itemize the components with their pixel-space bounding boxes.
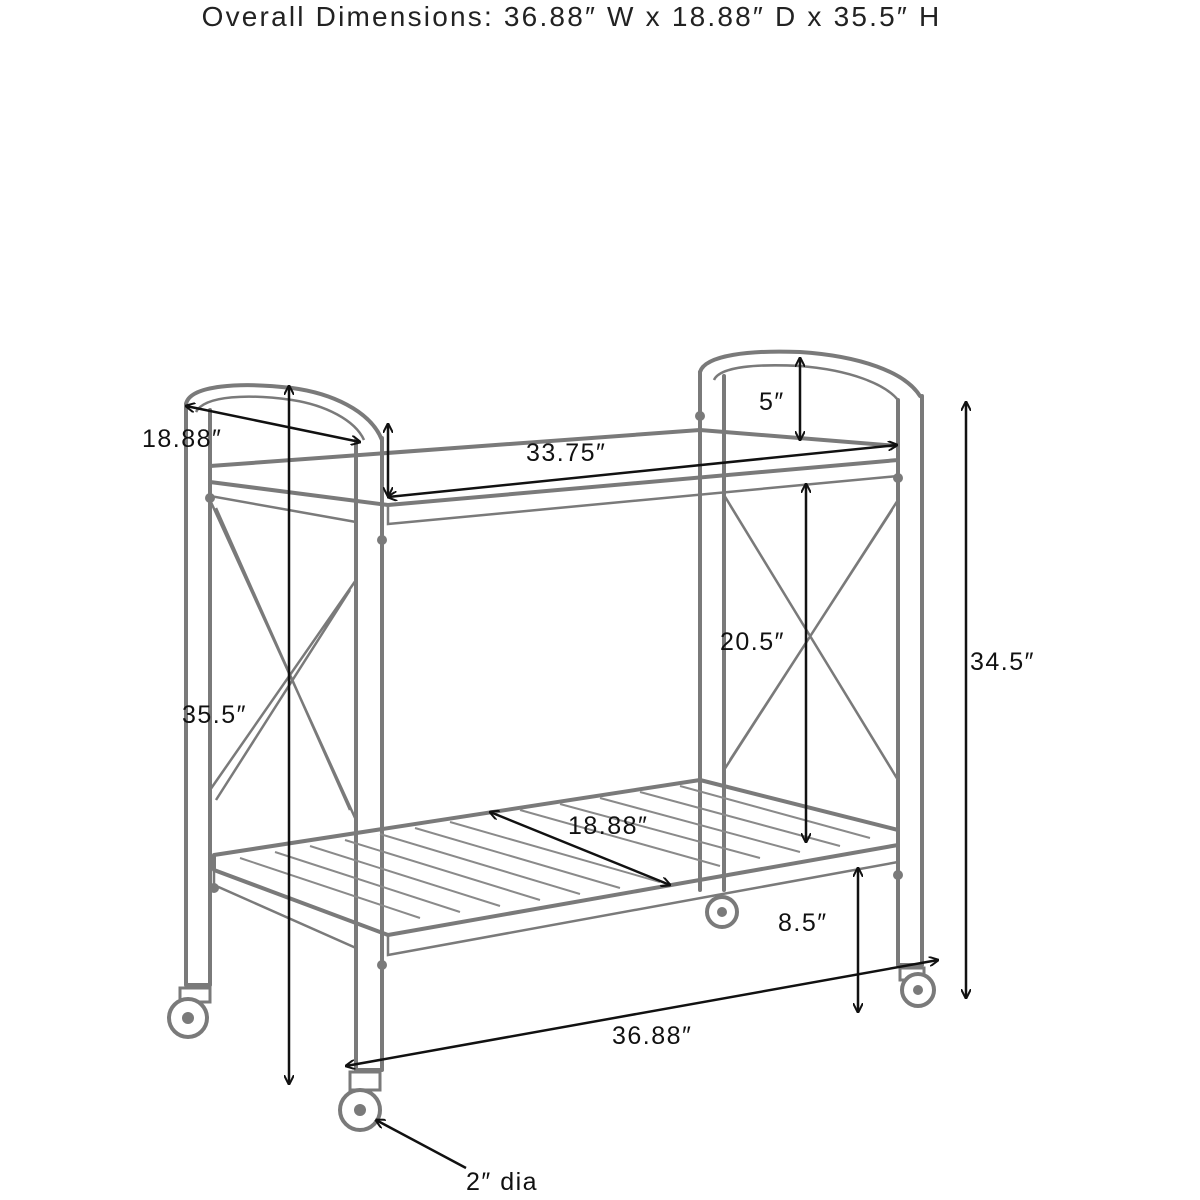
label-top-width: 33.75″ <box>526 439 607 467</box>
label-right-height: 34.5″ <box>970 648 1036 676</box>
label-wheel-diameter: 2″ dia <box>466 1168 539 1196</box>
dim-line-wheel-diameter <box>376 1120 466 1168</box>
left-front-leg <box>356 438 382 1070</box>
label-handle-height: 5″ <box>759 388 785 416</box>
label-overall-width: 36.88″ <box>612 1022 693 1050</box>
label-ground-clearance: 8.5″ <box>778 909 828 937</box>
page-title: Overall Dimensions: 36.88″ W x 18.88″ D x 35.5″ H <box>201 1 942 32</box>
wheel-back-right <box>707 897 737 927</box>
wheel-front-left <box>340 1072 380 1130</box>
left-x-brace <box>210 500 356 820</box>
label-top-depth: 18.88″ <box>142 425 223 453</box>
wheel-back-left <box>169 988 210 1037</box>
left-back-leg <box>186 404 210 985</box>
wheel-front-right <box>900 968 934 1006</box>
bar-cart-illustration <box>169 352 934 1130</box>
dimension-labels <box>142 388 1035 1196</box>
label-overall-height: 35.5″ <box>182 701 248 729</box>
dim-line-overall-width <box>346 960 938 1066</box>
label-shelf-gap: 20.5″ <box>720 628 786 656</box>
dim-line-top-width <box>388 445 897 497</box>
label-bottom-depth: 18.88″ <box>568 812 649 840</box>
bottom-shelf-slats <box>240 786 870 918</box>
